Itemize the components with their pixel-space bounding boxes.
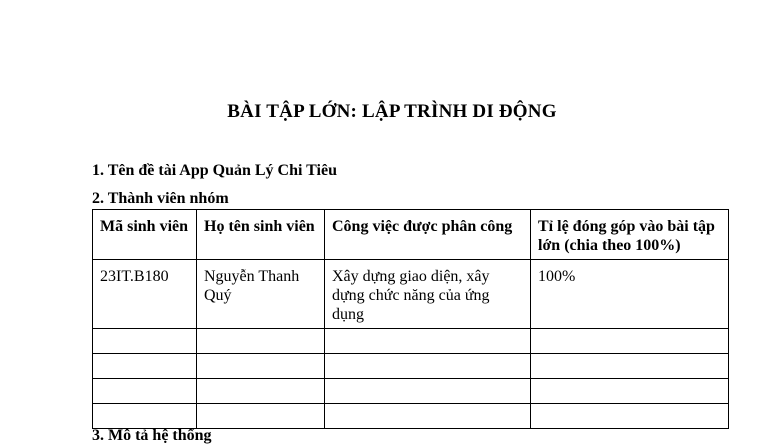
cell-student-name bbox=[197, 354, 325, 379]
cell-contribution bbox=[531, 404, 729, 429]
cell-student-name bbox=[197, 329, 325, 354]
table-row bbox=[93, 329, 729, 354]
header-contribution: Tỉ lệ đóng góp vào bài tập lớn (chia theo 100%) bbox=[531, 210, 729, 260]
cell-student-name bbox=[197, 379, 325, 404]
table-header-row bbox=[93, 210, 729, 260]
cell-assigned-task bbox=[325, 354, 531, 379]
cell-contribution bbox=[531, 354, 729, 379]
cell-assigned-task bbox=[325, 404, 531, 429]
cell-student-id bbox=[93, 404, 197, 429]
cell-student-name: Nguyễn Thanh Quý bbox=[197, 260, 325, 329]
header-student-id: Mã sinh viên bbox=[93, 210, 197, 260]
header-student-name: Họ tên sinh viên bbox=[197, 210, 325, 260]
header-assigned-task: Công việc được phân công bbox=[325, 210, 531, 260]
cell-student-id bbox=[93, 379, 197, 404]
cell-assigned-task bbox=[325, 329, 531, 354]
table-row bbox=[93, 260, 729, 329]
section-heading-members: 2. Thành viên nhóm bbox=[92, 190, 229, 207]
cell-assigned-task: Xây dựng giao diện, xây dựng chức năng của ứng dụng bbox=[325, 260, 531, 329]
cell-student-id: 23IT.B180 bbox=[93, 260, 197, 329]
table-row bbox=[93, 354, 729, 379]
cell-student-name bbox=[197, 404, 325, 429]
cell-student-id bbox=[93, 329, 197, 354]
table-row bbox=[93, 404, 729, 429]
members-table bbox=[92, 209, 729, 429]
cell-contribution bbox=[531, 379, 729, 404]
section-heading-topic: 1. Tên đề tài App Quản Lý Chi Tiêu bbox=[92, 162, 337, 179]
document-title: BÀI TẬP LỚN: LẬP TRÌNH DI ĐỘNG bbox=[227, 101, 557, 122]
cell-assigned-task bbox=[325, 379, 531, 404]
table-row bbox=[93, 379, 729, 404]
cell-contribution bbox=[531, 329, 729, 354]
cell-contribution: 100% bbox=[531, 260, 729, 329]
cell-student-id bbox=[93, 354, 197, 379]
section-heading-system-description: 3. Mô tả hệ thống bbox=[92, 427, 212, 444]
